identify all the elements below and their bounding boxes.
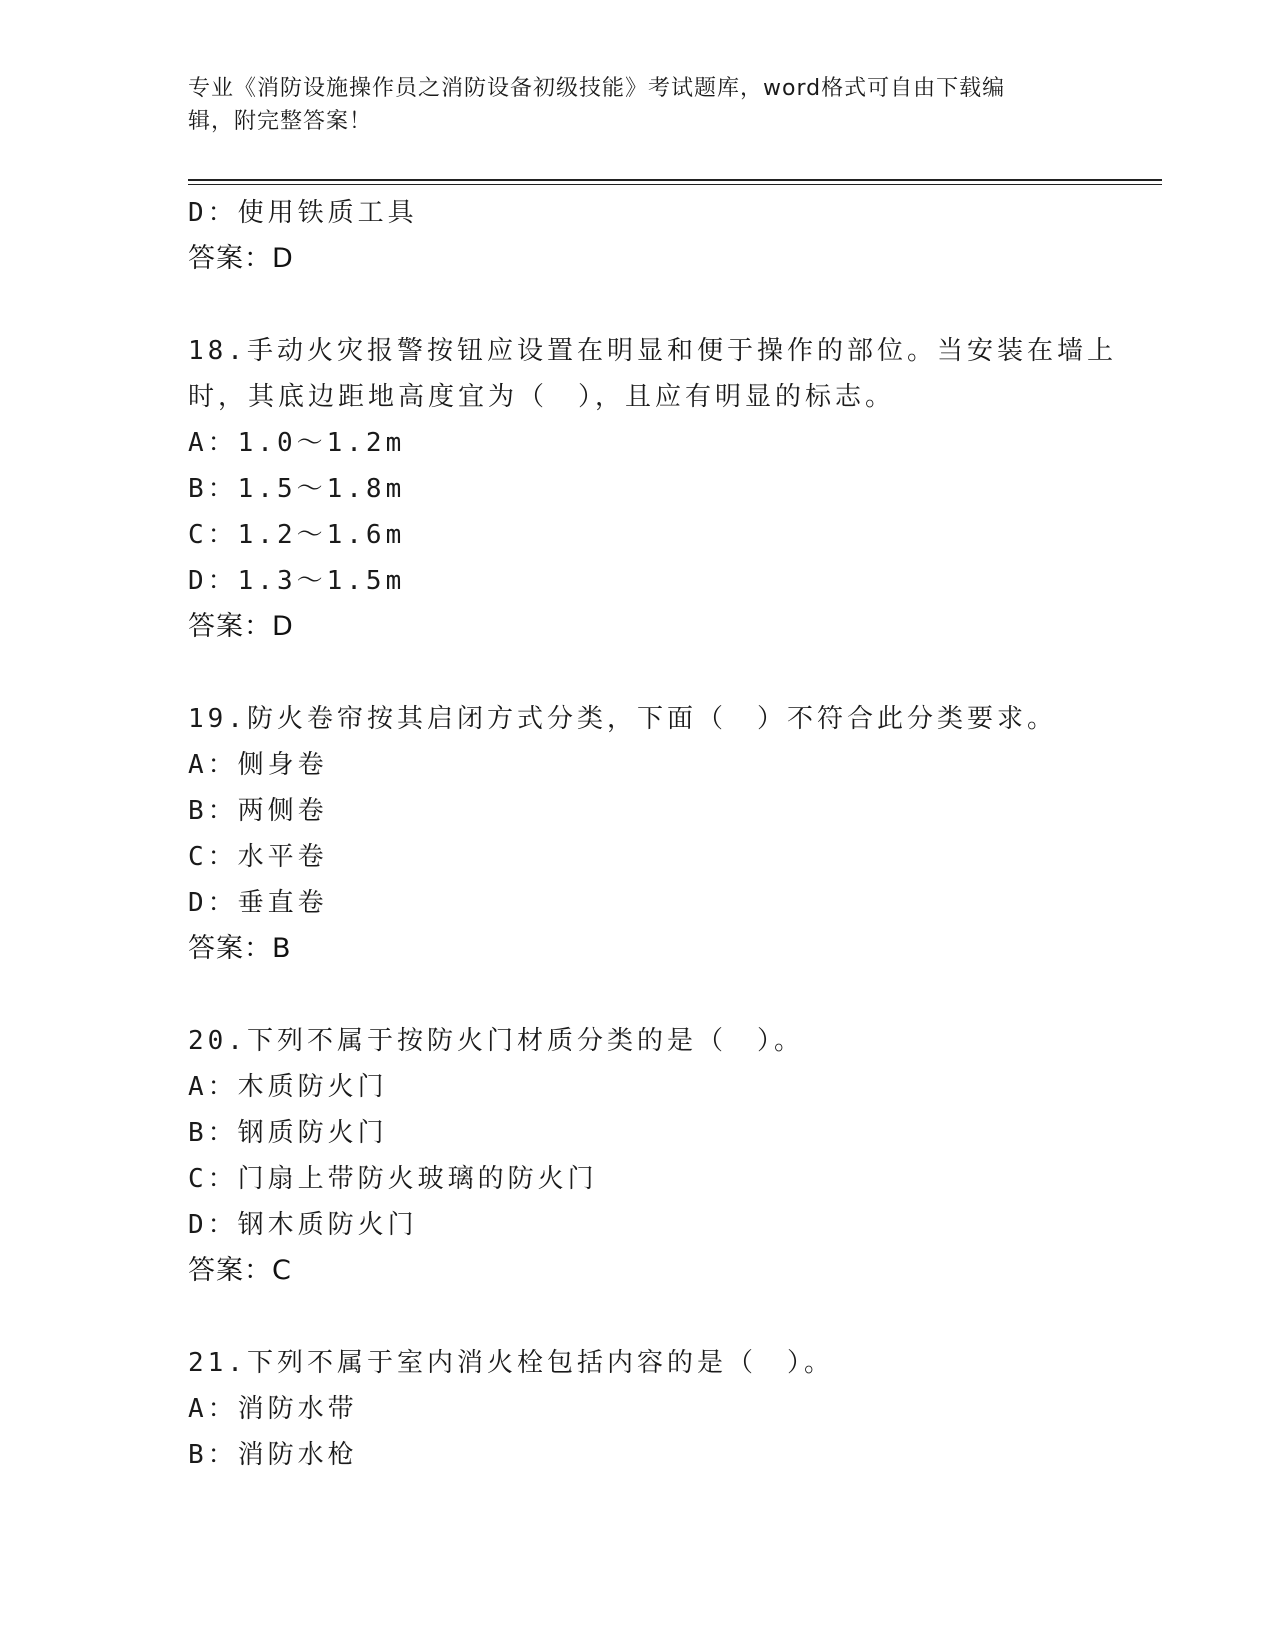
- option-a: A：消防水带: [188, 1394, 358, 1424]
- spacer: [188, 282, 1088, 328]
- option-d: D：使用铁质工具: [188, 198, 418, 228]
- option-d: D：1.3～1.5m: [188, 566, 406, 596]
- header-line-1: 专业《消防设施操作员之消防设备初级技能》考试题库，word格式可自由下载编: [188, 76, 1006, 101]
- answer-line: 答案：D: [188, 243, 294, 274]
- question-20: [188, 1018, 1088, 1294]
- option-b: B：1.5～1.8m: [188, 474, 406, 504]
- question-21: [188, 1340, 1088, 1478]
- question-stem-continued: 时，其底边距地高度宜为（ ），且应有明显的标志。: [188, 382, 896, 412]
- option-a: A：木质防火门: [188, 1072, 388, 1102]
- spacer: [188, 650, 1088, 696]
- question-18: [188, 328, 1117, 650]
- answer-line: 答案：C: [188, 1255, 292, 1286]
- question-stem: 18.手动火灾报警按钮应设置在明显和便于操作的部位。当安装在墙上: [188, 336, 1117, 366]
- option-c: C：水平卷: [188, 842, 328, 872]
- option-b: B：两侧卷: [188, 796, 328, 826]
- answer-line: 答案：D: [188, 611, 294, 642]
- option-d: D：垂直卷: [188, 888, 328, 918]
- question-19: [188, 696, 1088, 972]
- document-header: [188, 72, 1068, 138]
- question-stem: 21.下列不属于室内消火栓包括内容的是（ ）。: [188, 1348, 834, 1378]
- question-stem: 19.防火卷帘按其启闭方式分类，下面（ ）不符合此分类要求。: [188, 704, 1057, 734]
- option-c: C：门扇上带防火玻璃的防火门: [188, 1164, 598, 1194]
- spacer: [188, 1294, 1088, 1340]
- carryover-block: [188, 190, 1088, 282]
- question-list: [188, 190, 1117, 1478]
- answer-line: 答案：B: [188, 933, 292, 964]
- option-c: C：1.2～1.6m: [188, 520, 406, 550]
- option-a: A：侧身卷: [188, 750, 328, 780]
- header-divider-thick: [188, 179, 1162, 181]
- option-b: B：钢质防火门: [188, 1118, 388, 1148]
- option-b: B：消防水枪: [188, 1440, 358, 1470]
- header-divider-thin: [188, 184, 1162, 185]
- question-stem: 20.下列不属于按防火门材质分类的是（ ）。: [188, 1026, 804, 1056]
- spacer: [188, 972, 1088, 1018]
- option-d: D：钢木质防火门: [188, 1210, 418, 1240]
- header-line-2: 辑，附完整答案！: [188, 109, 373, 134]
- option-a: A：1.0～1.2m: [188, 428, 406, 458]
